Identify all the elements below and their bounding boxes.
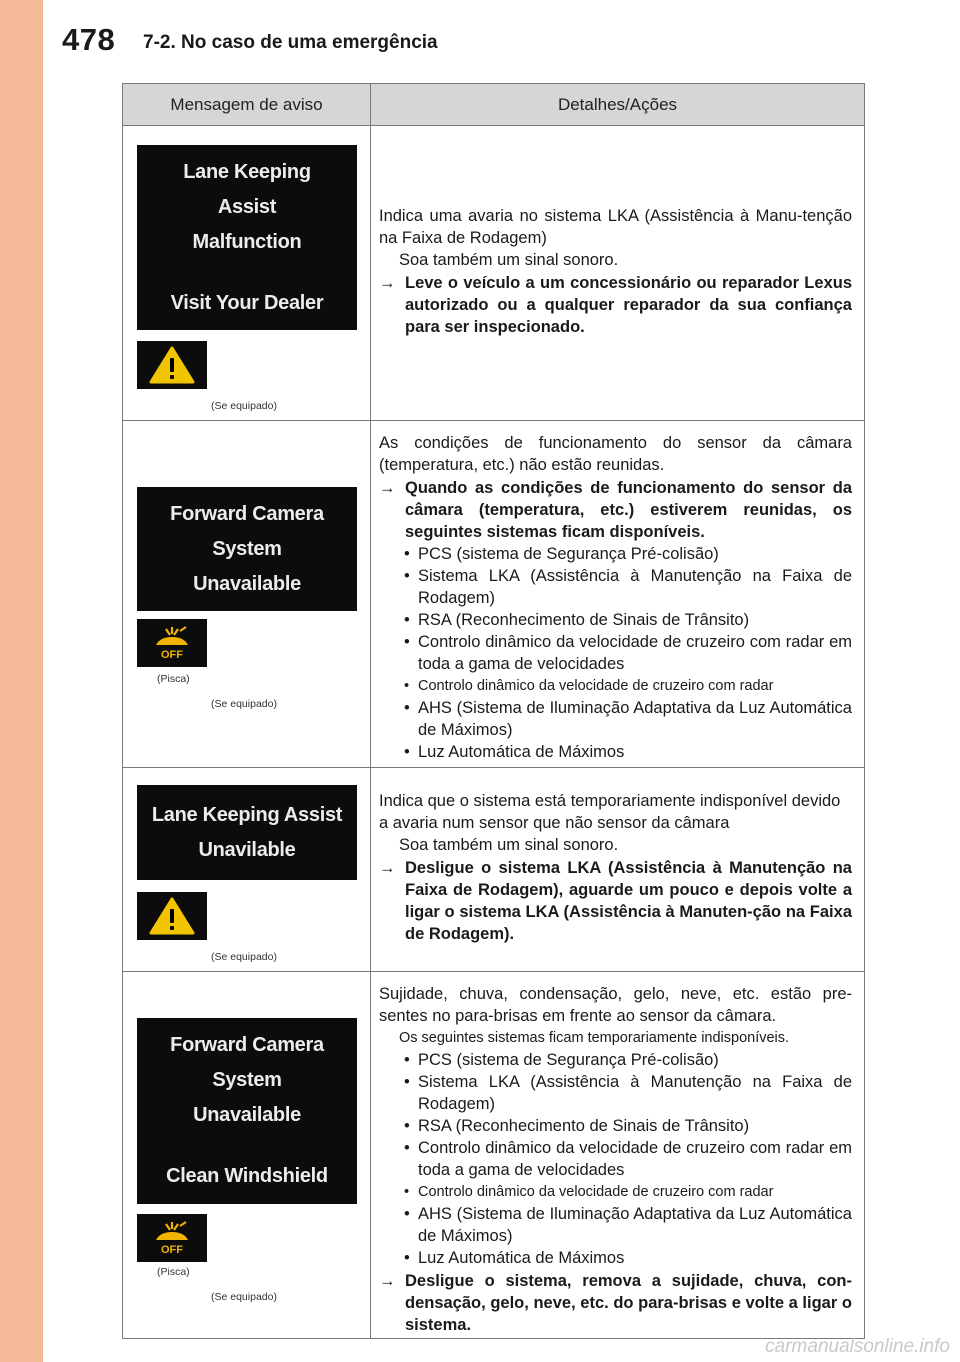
section-title: 7-2. No caso de uma emergência	[143, 32, 438, 53]
action-item	[379, 477, 852, 543]
systems-list	[379, 1049, 852, 1269]
table-row	[123, 768, 864, 972]
list-item: • Luz Automática de Máximos	[379, 741, 852, 763]
warning-triangle-icon	[137, 892, 207, 940]
action-item	[379, 857, 852, 945]
list-item: • Controlo dinâmico da velocidade de cruzeiro com radar em toda a gama de velocidades	[379, 1137, 852, 1181]
arrow-icon: →	[379, 479, 396, 497]
screen-line: Clean Windshield	[166, 1165, 328, 1187]
table-row	[123, 126, 864, 421]
arrow-icon: →	[379, 274, 396, 292]
display-screen	[137, 145, 357, 330]
details-cell	[371, 768, 864, 971]
display-screen	[137, 487, 357, 611]
details-cell	[371, 126, 864, 420]
watermark: carmanualsonline.info	[765, 1336, 950, 1357]
pre-collision-off-icon	[137, 619, 207, 667]
blink-caption: (Pisca)	[157, 1266, 190, 1278]
screen-line: Forward Camera	[170, 502, 324, 525]
warning-message-cell	[123, 421, 371, 767]
blink-caption: (Pisca)	[157, 673, 190, 685]
list-item: • RSA (Reconhecimento de Sinais de Trânsito)	[379, 1115, 852, 1137]
table-header	[123, 84, 864, 126]
table-row	[123, 972, 864, 1338]
action-text: Quando as condições de funcionamento do sensor da câmara (temperatura, etc.) estiverem reunidas, os seguintes sistemas ficam disponíveis.	[405, 479, 852, 541]
screen-line: Assist	[217, 195, 277, 218]
page-number: 478	[62, 22, 116, 57]
description: As condições de funcionamento do sensor da câmara (temperatura, etc.) não estão reunidas.	[379, 434, 852, 474]
list-item: • Sistema LKA (Assistência à Manutenção na Faixa de Rodagem)	[379, 1071, 852, 1115]
systems-note: Os seguintes sistemas ficam temporariamente indisponíveis.	[399, 1030, 790, 1046]
screen-line: Lane Keeping	[183, 160, 311, 183]
display-screen	[137, 1018, 357, 1204]
systems-list	[379, 543, 852, 763]
screen-line: System	[212, 1069, 282, 1091]
description: Indica que o sistema está temporariamente indisponível devido a avaria num sensor que não sensor da câmara	[379, 792, 841, 832]
list-item: • Controlo dinâmico da velocidade de cruzeiro com radar	[379, 1181, 852, 1203]
screen-line: Unavailable	[193, 572, 301, 595]
header-warning-message: Mensagem de aviso	[123, 84, 371, 125]
arrow-icon: →	[379, 1272, 396, 1290]
list-item: • AHS (Sistema de Iluminação Adaptativa da Luz Automática de Máximos)	[379, 697, 852, 741]
list-item: • Controlo dinâmico da velocidade de cruzeiro com radar	[379, 675, 852, 697]
screen-line: Visit Your Dealer	[170, 291, 324, 314]
action-text: Desligue o sistema LKA (Assistência à Manutenção na Faixa de Rodagem), aguarde um pouco e depois volte a ligar o sistema LKA (Assistência à Manuten-ção na Faixa de Rodagem).	[405, 859, 852, 943]
warning-message-cell	[123, 972, 371, 1338]
pre-collision-off-icon	[137, 1214, 207, 1262]
off-label: OFF	[161, 649, 183, 661]
warning-table	[122, 83, 865, 1339]
list-item: • RSA (Reconhecimento de Sinais de Trânsito)	[379, 609, 852, 631]
description: Sujidade, chuva, condensação, gelo, neve, etc. estão pre-sentes no para-brisas em frente ao sensor da câmara.	[379, 985, 852, 1025]
sound-note: Soa também um sinal sonoro.	[399, 251, 619, 269]
screen-line: Forward Camera	[170, 1034, 324, 1056]
equipped-caption: (Se equipado)	[211, 951, 277, 963]
screen-line: Unavailable	[193, 1104, 301, 1126]
description: Indica uma avaria no sistema LKA (Assistência à Manu-tenção na Faixa de Rodagem)	[379, 207, 852, 247]
table-row	[123, 421, 864, 768]
details-cell	[371, 421, 864, 767]
details-cell	[371, 972, 864, 1338]
screen-line: Malfunction	[192, 230, 302, 253]
action-text: Desligue o sistema, remova a sujidade, chuva, con-densação, gelo, neve, etc. do para-brisas e volte a ligar o sistema.	[405, 1272, 852, 1334]
list-item: • Sistema LKA (Assistência à Manutenção na Faixa de Rodagem)	[379, 565, 852, 609]
action-text: Leve o veículo a um concessionário ou reparador Lexus autorizado ou a qualquer reparador da sua confiança para ser inspecionado.	[405, 274, 852, 336]
list-item: • PCS (sistema de Segurança Pré-colisão)	[379, 1049, 852, 1071]
screen-line: Unavilable	[198, 838, 296, 861]
action-item	[379, 1270, 852, 1336]
side-strip	[0, 0, 43, 1362]
screen-line: Lane Keeping Assist	[151, 803, 343, 826]
sound-note: Soa também um sinal sonoro.	[399, 836, 619, 854]
off-label: OFF	[161, 1244, 183, 1256]
display-screen	[137, 785, 357, 880]
action-item	[379, 272, 852, 338]
screen-line: System	[212, 537, 282, 560]
arrow-icon: →	[379, 859, 396, 877]
list-item: • PCS (sistema de Segurança Pré-colisão)	[379, 543, 852, 565]
equipped-caption: (Se equipado)	[211, 400, 277, 412]
list-item: • AHS (Sistema de Iluminação Adaptativa da Luz Automática de Máximos)	[379, 1203, 852, 1247]
list-item: • Controlo dinâmico da velocidade de cruzeiro com radar em toda a gama de velocidades	[379, 631, 852, 675]
warning-message-cell	[123, 768, 371, 971]
header-details-actions: Detalhes/Ações	[557, 94, 678, 114]
list-item: • Luz Automática de Máximos	[379, 1247, 852, 1269]
equipped-caption: (Se equipado)	[211, 698, 277, 710]
warning-triangle-icon	[137, 341, 207, 389]
equipped-caption: (Se equipado)	[211, 1291, 277, 1303]
warning-message-cell	[123, 126, 371, 420]
